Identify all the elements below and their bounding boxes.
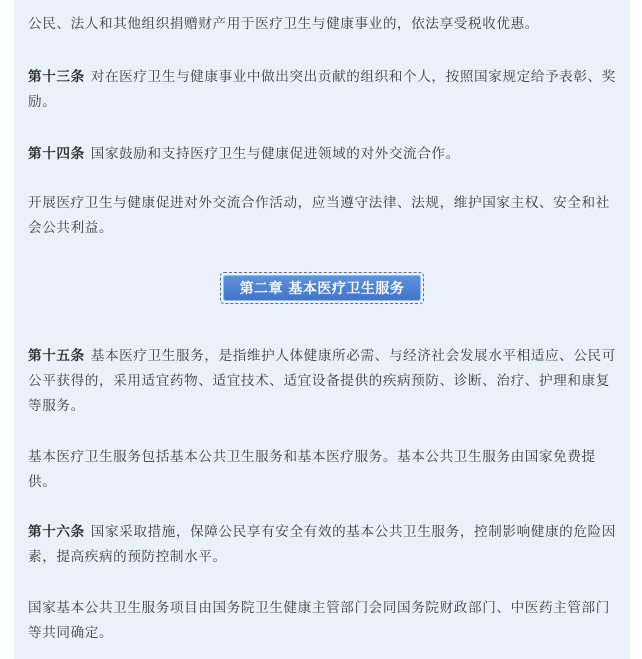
paragraph-text: 公民、法人和其他组织捐赠财产用于医疗卫生与健康事业的，依法享受税收优惠。	[28, 16, 539, 32]
paragraph-basic-services	[28, 445, 624, 495]
paragraph-text: 对在医疗卫生与健康事业中做出突出贡献的组织和个人，按照国家规定给予表彰、奖励。	[28, 69, 616, 110]
article-number: 第十六条	[28, 524, 85, 540]
article-number: 第十三条	[28, 69, 85, 85]
article-number: 第十五条	[28, 348, 85, 364]
chapter-heading: 第二章 基本医疗卫生服务	[223, 275, 421, 301]
article-number: 第十四条	[28, 146, 85, 162]
paragraph-article-15	[28, 344, 624, 419]
paragraph-article-13	[28, 65, 624, 115]
paragraph-article-16	[28, 520, 624, 570]
paragraph-public-health-items	[28, 596, 624, 646]
chapter-heading-frame	[220, 272, 424, 304]
paragraph-text: 基本医疗卫生服务，是指维护人体健康所必需、与经济社会发展水平相适应、公民可公平获得的，采用适宜药物、适宜技术、适宜设备提供的疾病预防、诊断、治疗、护理和康复等服务。	[28, 348, 616, 414]
paragraph-text: 国家采取措施，保障公民享有安全有效的基本公共卫生服务，控制影响健康的危险因素，提高疾病的预防控制水平。	[28, 524, 616, 565]
paragraph-text: 国家基本公共卫生服务项目由国务院卫生健康主管部门会同国务院财政部门、中医药主管部门等共同确定。	[28, 600, 610, 641]
paragraph-foreign-exchange	[28, 191, 624, 241]
paragraph-article-14	[28, 142, 624, 167]
page-margin-right	[630, 0, 642, 659]
paragraph-text: 国家鼓励和支持医疗卫生与健康促进领域的对外交流合作。	[90, 146, 460, 162]
page-margin-left	[0, 0, 14, 659]
paragraph-tax-incentive	[28, 12, 624, 37]
paragraph-text: 基本医疗卫生服务包括基本公共卫生服务和基本医疗服务。基本公共卫生服务由国家免费提供。	[28, 449, 596, 490]
paragraph-text: 开展医疗卫生与健康促进对外交流合作活动，应当遵守法律、法规，维护国家主权、安全和社会公共利益。	[28, 195, 610, 236]
